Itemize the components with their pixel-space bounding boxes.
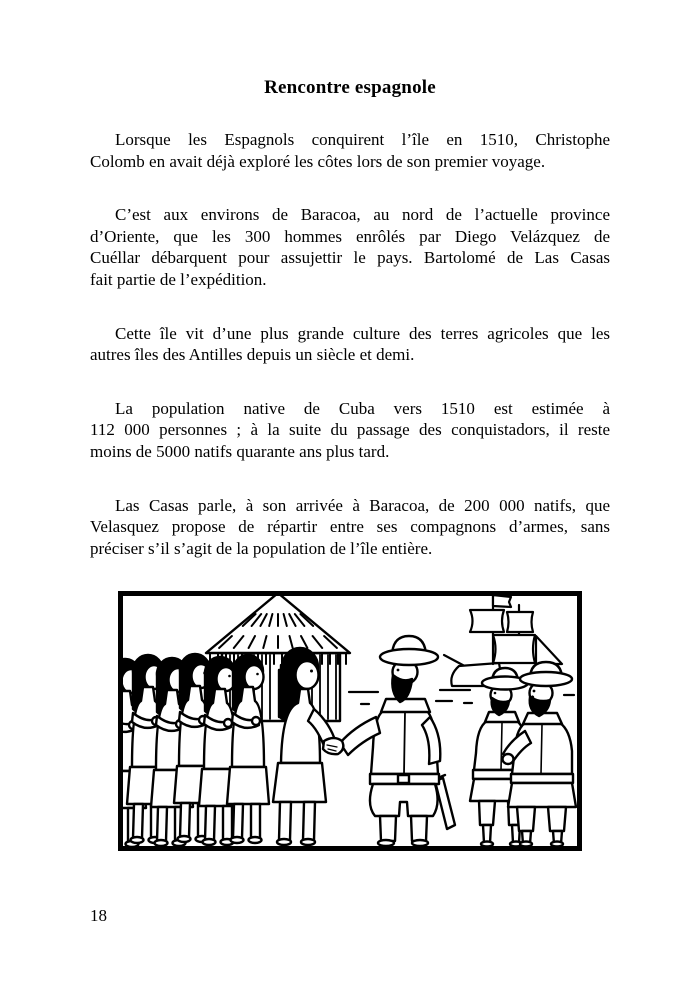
text-line: autres îles des Antilles depuis un siècle et demi. [90,345,415,365]
text-line: moins de 5000 natifs quarante ans plus tard. [90,441,390,461]
paragraph [90,398,610,463]
text-line: Lorsque les Espagnols conquirent l’île en 1510, Christophe [115,130,610,149]
text-line: préciser s’il s’agit de la population de l’île entière. [90,538,433,558]
illustration-spaniard [340,636,455,846]
illustration-soldiers [470,662,576,847]
ship-flag [493,595,511,607]
page-number: 18 [90,906,107,925]
text-line: Colomb en avait déjà exploré les côtes lors de son premier voyage. [90,151,546,171]
text-line: fait partie de l’expédition. [90,269,267,289]
text-line: 112 000 personnes ; à la suite du passage des conquistadors, il reste [90,420,610,440]
paragraph [90,129,610,172]
text-column [90,76,610,851]
illustration [118,591,582,851]
paragraph [90,204,610,290]
text-line: C’est aux environs de Baracoa, au nord de l’actuelle province [115,205,610,225]
paragraph [90,495,610,560]
paragraph [90,323,610,366]
text-line: Las Casas parle, à son arrivée à Baracoa, de 200 000 natifs, que [115,495,610,515]
illustration-natives [118,654,269,847]
text-line: Velasquez propose de répartir entre ses compagnons d’armes, sans [90,517,610,537]
text-line: Cette île vit d’une plus grande culture des terres agricoles que les [115,323,610,343]
text-line: d’Oriente, que les 300 hommes enrôlés par Diego Velázquez de [90,226,610,246]
text-line: La population native de Cuba vers 1510 est estimée à [115,398,610,418]
page-title: Rencontre espagnole [264,77,436,98]
text-line: Cuéllar débarquent pour assujettir le pays. Bartolomé de Las Casas [90,248,610,268]
handshake [323,738,343,754]
